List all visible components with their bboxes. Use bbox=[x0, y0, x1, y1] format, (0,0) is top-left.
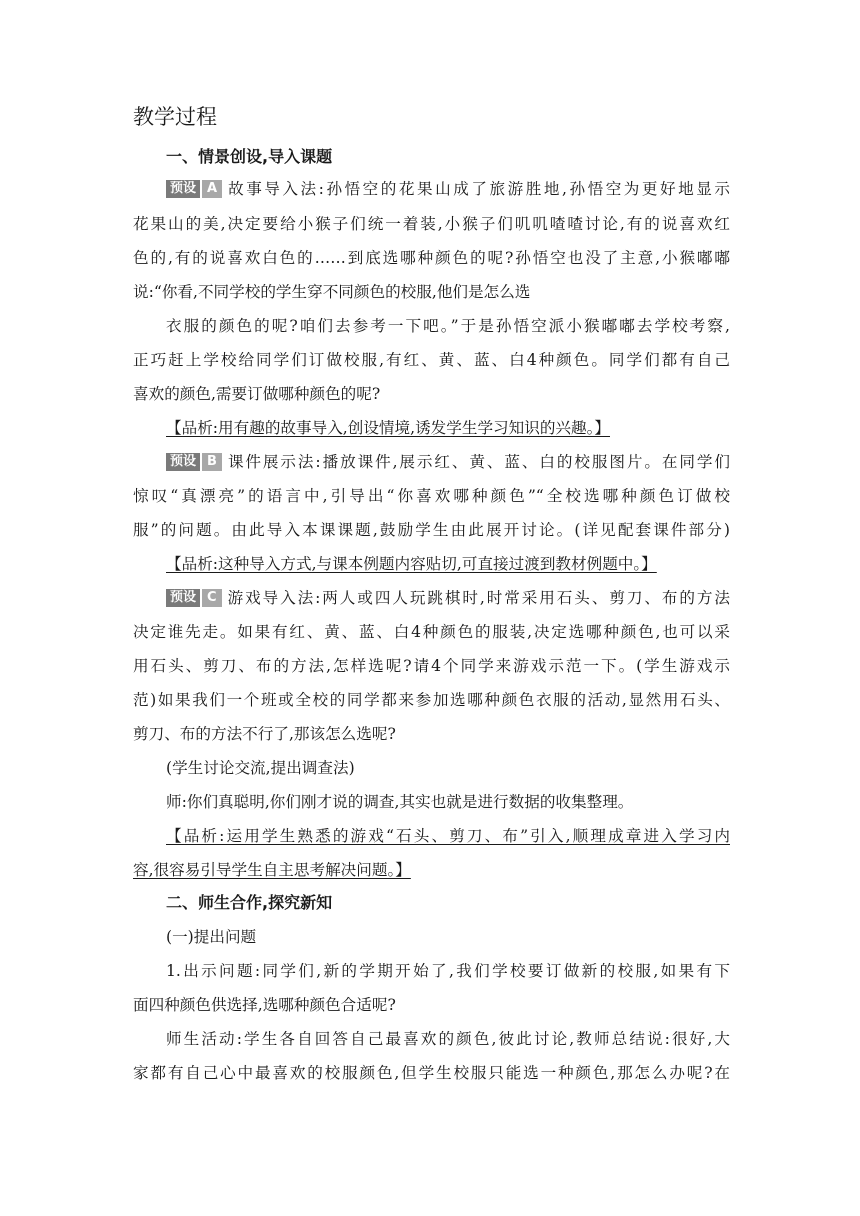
preset-badge-main: 预设 bbox=[166, 453, 200, 471]
preset-badge-letter: A bbox=[202, 180, 222, 198]
heading-cooperation: 二、师生合作,探究新知 bbox=[166, 893, 333, 912]
preset-badge-letter: C bbox=[202, 589, 222, 607]
teacher-remark: 师:你们真聪明,你们刚才说的调查,其实也就是进行数据的收集整理。 bbox=[166, 793, 634, 811]
paragraph-text: 游戏导入法:两人或四人玩跳棋时,时常采用石头、剪刀、布的方法 bbox=[227, 589, 730, 607]
analysis-note-b: 【品析:这种导入方式,与课本例题内容贴切,可直接过渡到教材例题中。】 bbox=[166, 555, 657, 573]
paragraph-line: 师生活动:学生各自回答自己最喜欢的颜色,彼此讨论,教师总结说:很好,大 bbox=[166, 1030, 730, 1048]
paragraph-line: 喜欢的颜色,需要订做哪种颜色的呢? bbox=[133, 385, 381, 403]
paragraph-line: 色的,有的说喜欢白色的……到底选哪种颜色的呢?孙悟空也没了主意,小猴嘟嘟 bbox=[133, 249, 730, 267]
paragraph-line: 服”的问题。由此导入本课课题,鼓励学生由此展开讨论。(详见配套课件部分) bbox=[133, 521, 730, 539]
paragraph-line: 用石头、剪刀、布的方法,怎样选呢?请4个同学来游戏示范一下。(学生游戏示 bbox=[133, 657, 730, 675]
subheading-raise-question: (一)提出问题 bbox=[166, 928, 257, 946]
preset-b-badge bbox=[166, 453, 222, 471]
preset-a-badge bbox=[166, 180, 222, 198]
discussion-note: (学生讨论交流,提出调查法) bbox=[166, 759, 355, 777]
paragraph-line: 家都有自己心中最喜欢的校服颜色,但学生校服只能选一种颜色,那怎么办呢?在 bbox=[133, 1064, 730, 1082]
paragraph-line: 1.出示问题:同学们,新的学期开始了,我们学校要订做新的校服,如果有下 bbox=[166, 962, 730, 980]
paragraph-line: 面四种颜色供选择,选哪种颜色合适呢? bbox=[133, 996, 396, 1014]
analysis-note-c: 【品析:运用学生熟悉的游戏“石头、剪刀、布”引入,顺理成章进入学习内 bbox=[166, 827, 730, 845]
preset-badge-main: 预设 bbox=[166, 589, 200, 607]
analysis-note-a: 【品析:用有趣的故事导入,创设情境,诱发学生学习知识的兴趣。】 bbox=[166, 419, 610, 437]
preset-c-first-line bbox=[166, 586, 730, 610]
preset-badge-letter: B bbox=[202, 453, 222, 471]
analysis-note-c-cont: 容,很容易引导学生自主思考解决问题。】 bbox=[133, 861, 411, 879]
preset-badge-main: 预设 bbox=[166, 180, 200, 198]
preset-c-badge bbox=[166, 589, 222, 607]
paragraph-line: 惊叹“真漂亮”的语言中,引导出“你喜欢哪种颜色”“全校选哪种颜色订做校 bbox=[133, 487, 730, 505]
preset-b-first-line bbox=[166, 450, 730, 474]
paragraph-text: 故事导入法:孙悟空的花果山成了旅游胜地,孙悟空为更好地显示 bbox=[228, 180, 730, 198]
paragraph-line: 说:“你看,不同学校的学生穿不同颜色的校服,他们是怎么选 bbox=[133, 283, 531, 301]
paragraph-line: 花果山的美,决定要给小猴子们统一着装,小猴子们叽叽喳喳讨论,有的说喜欢红 bbox=[133, 215, 730, 233]
paragraph-text: 课件展示法:播放课件,展示红、黄、蓝、白的校服图片。在同学们 bbox=[227, 453, 730, 471]
paragraph-line: 范)如果我们一个班或全校的同学都来参加选哪种颜色衣服的活动,显然用石头、 bbox=[133, 691, 730, 709]
preset-a-first-line bbox=[166, 177, 730, 201]
paragraph-line: 剪刀、布的方法不行了,那该怎么选呢? bbox=[133, 725, 396, 743]
paragraph-line: 正巧赶上学校给同学们订做校服,有红、黄、蓝、白4种颜色。同学们都有自己 bbox=[133, 351, 730, 369]
section-title: 教学过程 bbox=[133, 105, 217, 129]
paragraph-line: 衣服的颜色的呢?咱们去参考一下吧。”于是孙悟空派小猴嘟嘟去学校考察, bbox=[166, 317, 730, 335]
paragraph-line: 决定谁先走。如果有红、黄、蓝、白4种颜色的服装,决定选哪种颜色,也可以采 bbox=[133, 623, 730, 641]
heading-situation: 一、情景创设,导入课题 bbox=[166, 147, 333, 166]
